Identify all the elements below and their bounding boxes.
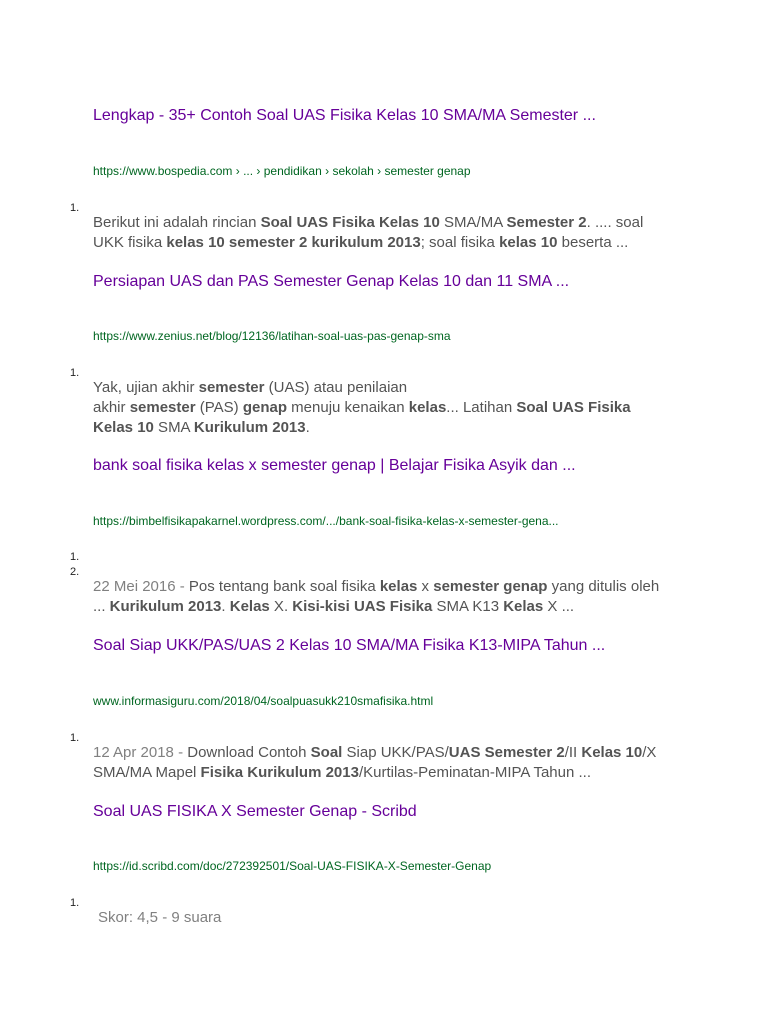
highlighted-term: Soal UAS Fisika Kelas 10 xyxy=(93,399,631,436)
snippet-text: x xyxy=(417,578,434,595)
highlighted-term: Kurikulum 2013 xyxy=(109,598,222,615)
snippet-text: SMA xyxy=(153,419,194,436)
list-marker: 1. xyxy=(70,551,80,563)
result-title[interactable]: bank soal fisika kelas x semester genap | Belajar Fisika Asyik dan ... xyxy=(93,457,576,474)
snippet-text: akhir xyxy=(93,399,130,416)
snippet-text: Berikut ini adalah rincian xyxy=(93,214,261,231)
highlighted-term: semester xyxy=(129,399,196,416)
highlighted-term: Kisi-kisi UAS Fisika xyxy=(292,598,433,615)
highlighted-term: semester xyxy=(198,379,265,396)
result-title[interactable]: Persiapan UAS dan PAS Semester Genap Kelas 10 dan 11 SMA ... xyxy=(93,273,570,290)
result-date: 12 Apr 2018 - xyxy=(93,744,188,761)
snippet-text: beserta ... xyxy=(557,234,629,251)
highlighted-term: Kelas xyxy=(503,598,544,615)
result-snippet xyxy=(93,378,673,438)
snippet-text: . xyxy=(305,419,310,436)
list-marker: 1. xyxy=(70,367,80,379)
result-url[interactable]: https://bimbelfisikapakarnel.wordpress.com/.../bank-soal-fisika-kelas-x-semester-gena... xyxy=(93,514,559,528)
result-url[interactable]: https://id.scribd.com/doc/272392501/Soal-UAS-FISIKA-X-Semester-Genap xyxy=(93,859,492,873)
snippet-text: ; soal fisika xyxy=(420,234,500,251)
list-marker: 2. xyxy=(70,566,80,578)
snippet-text: yang ditulis oleh ... xyxy=(93,578,660,615)
highlighted-term: Kelas 10 xyxy=(581,744,643,761)
snippet-text: Yak, ujian akhir xyxy=(93,379,199,396)
result-url[interactable]: https://www.bospedia.com › ... › pendidikan › sekolah › semester genap xyxy=(93,164,471,178)
highlighted-term: Soal xyxy=(310,744,343,761)
snippet-text: /II xyxy=(564,744,582,761)
highlighted-term: UAS Semester 2 xyxy=(448,744,565,761)
snippet-text: SMA/MA xyxy=(439,214,507,231)
rating-text: Skor: 4,5 - 9 suara xyxy=(98,909,222,926)
result-title[interactable]: Soal Siap UKK/PAS/UAS 2 Kelas 10 SMA/MA Fisika K13-MIPA Tahun ... xyxy=(93,637,606,654)
highlighted-term: kelas xyxy=(379,578,418,595)
result-snippet xyxy=(93,743,673,783)
highlighted-term: Fisika Kurikulum 2013 xyxy=(200,764,359,781)
snippet-text: SMA K13 xyxy=(432,598,504,615)
result-url[interactable]: www.informasiguru.com/2018/04/soalpuasukk210smafisika.html xyxy=(93,694,434,708)
snippet-text: X ... xyxy=(543,598,575,615)
result-date: 22 Mei 2016 - xyxy=(93,578,189,595)
result-title[interactable]: Lengkap - 35+ Contoh Soal UAS Fisika Kelas 10 SMA/MA Semester ... xyxy=(93,107,596,124)
snippet-text: Pos tentang bank soal fisika xyxy=(188,578,380,595)
snippet-text: ... Latihan xyxy=(446,399,517,416)
result-snippet xyxy=(93,213,673,253)
snippet-text: (UAS) atau penilaian xyxy=(264,379,408,396)
highlighted-term: Soal UAS Fisika Kelas 10 xyxy=(260,214,440,231)
list-marker: 1. xyxy=(70,732,80,744)
highlighted-term: kelas 10 xyxy=(499,234,558,251)
snippet-text: Download Contoh xyxy=(187,744,311,761)
result-title[interactable]: Soal UAS FISIKA X Semester Genap - Scribd xyxy=(93,803,417,820)
highlighted-term: semester genap xyxy=(433,578,548,595)
snippet-text: X. xyxy=(269,598,293,615)
highlighted-term: Kelas xyxy=(229,598,270,615)
snippet-text: (PAS) xyxy=(195,399,243,416)
result-snippet xyxy=(93,577,673,617)
highlighted-term: kelas 10 semester 2 kurikulum 2013 xyxy=(166,234,421,251)
snippet-text: Siap UKK/PAS/ xyxy=(342,744,449,761)
snippet-text: . .... soal UKK fisika xyxy=(93,214,644,251)
list-marker: 1. xyxy=(70,897,80,909)
snippet-text: . xyxy=(221,598,230,615)
highlighted-term: Semester 2 xyxy=(506,214,587,231)
result-url[interactable]: https://www.zenius.net/blog/12136/latihan-soal-uas-pas-genap-sma xyxy=(93,329,451,343)
snippet-text: /Kurtilas-Peminatan-MIPA Tahun ... xyxy=(358,764,592,781)
snippet-text: /X SMA/MA Mapel xyxy=(93,744,657,781)
highlighted-term: kelas xyxy=(408,399,447,416)
highlighted-term: Kurikulum 2013 xyxy=(193,419,306,436)
snippet-text: menuju kenaikan xyxy=(287,399,409,416)
list-marker: 1. xyxy=(70,202,80,214)
highlighted-term: genap xyxy=(242,399,287,416)
